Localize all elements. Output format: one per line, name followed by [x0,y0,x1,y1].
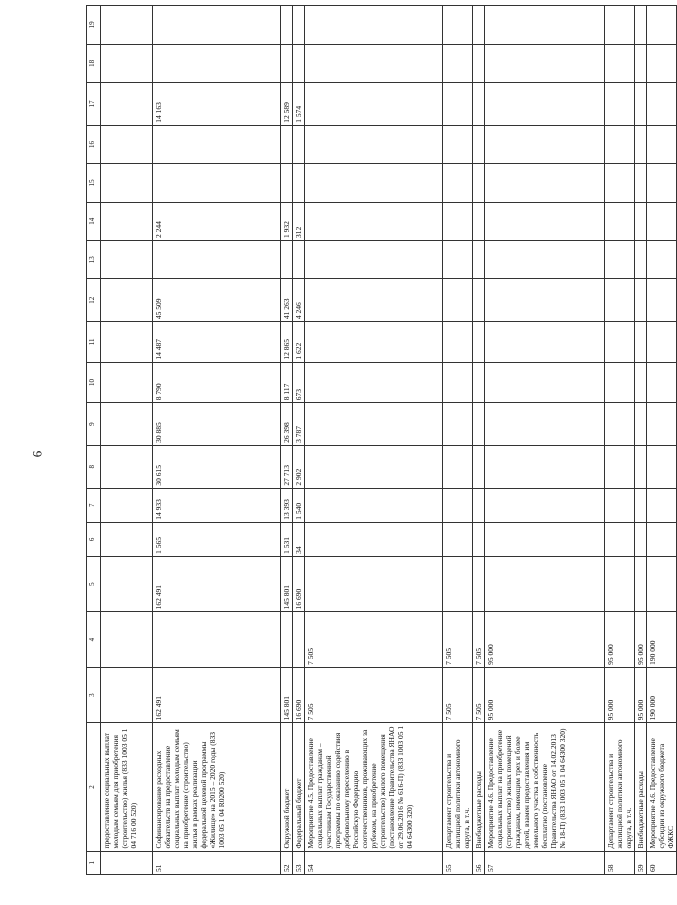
column-header: 2 [87,723,101,851]
value-cell [605,164,635,202]
row-number: 53 [293,851,305,874]
column-header: 3 [87,667,101,723]
value-cell [647,522,677,556]
value-cell [605,279,635,322]
value-cell [281,44,293,82]
value-cell [605,125,635,163]
value-cell [305,556,443,612]
value-cell [635,241,647,279]
value-cell [305,362,443,403]
value-cell [101,556,153,612]
value-cell: 3 787 [293,403,305,446]
column-header: 4 [87,612,101,668]
value-cell: 7 505 [305,667,443,723]
row-description: Мероприятие 4.6. Предоставление субсидии из окружного бюджета ФЖКС [647,723,677,851]
row-number: 51 [153,851,281,874]
value-cell: 41 263 [281,279,293,322]
column-header: 7 [87,488,101,522]
value-cell: 190 000 [647,667,677,723]
value-cell: 1 574 [293,83,305,126]
value-cell [443,6,473,45]
value-cell [485,44,605,82]
value-cell: 8 117 [281,362,293,403]
value-cell [647,322,677,363]
value-cell [305,488,443,522]
row-number: 55 [443,851,473,874]
value-cell [293,6,305,45]
value-cell: 95 000 [485,667,605,723]
value-cell: 7 505 [305,612,443,668]
table-row [473,6,485,875]
value-cell [605,488,635,522]
value-cell [281,241,293,279]
row-number: 57 [485,851,605,874]
value-cell [473,164,485,202]
value-cell [101,522,153,556]
value-cell [281,164,293,202]
row-number: 60 [647,851,677,874]
value-cell: 162 491 [153,556,281,612]
value-cell [305,83,443,126]
value-cell [153,44,281,82]
value-cell [647,125,677,163]
column-header: 8 [87,445,101,488]
value-cell [635,556,647,612]
value-cell [473,83,485,126]
value-cell [305,279,443,322]
value-cell [635,522,647,556]
value-cell [101,403,153,446]
value-cell [647,202,677,240]
value-cell [635,164,647,202]
value-cell [153,6,281,45]
value-cell: 1 622 [293,322,305,363]
value-cell [101,125,153,163]
value-cell [293,125,305,163]
value-cell [443,44,473,82]
value-cell: 145 801 [281,556,293,612]
value-cell [635,488,647,522]
value-cell [647,556,677,612]
value-cell [443,362,473,403]
value-cell [305,522,443,556]
value-cell [485,164,605,202]
value-cell [101,322,153,363]
value-cell [485,125,605,163]
table-row [485,6,605,875]
value-cell: 16 690 [293,556,305,612]
column-header: 1 [87,851,101,874]
value-cell [305,241,443,279]
row-number: 52 [281,851,293,874]
value-cell [473,125,485,163]
value-cell [443,202,473,240]
value-cell [443,403,473,446]
value-cell: 95 000 [485,612,605,668]
value-cell: 95 000 [605,667,635,723]
table-body [87,6,677,875]
row-number: 56 [473,851,485,874]
value-cell [485,556,605,612]
row-number: 58 [605,851,635,874]
value-cell: 7 505 [473,612,485,668]
value-cell [473,488,485,522]
value-cell: 7 505 [443,667,473,723]
table-row [443,6,473,875]
value-cell [647,241,677,279]
value-cell: 1 531 [281,522,293,556]
value-cell [101,362,153,403]
row-description: Мероприятие 4.5. Предоставление социальных выплат гражданам – участникам Государственной программы по оказанию содействия добровольному переселению в Российскую Федерацию соотечественников, проживающих за рубежом, на приобретение (строительство) жилого помещения (постановление Правительства ЯНАО от 29.06.2016 № 616-П) (833 1003 05 1 04 64300 320) [305,723,443,851]
value-cell: 14 933 [153,488,281,522]
row-number: 59 [635,851,647,874]
table-row [293,6,305,875]
column-header: 9 [87,403,101,446]
value-cell [635,202,647,240]
value-cell: 45 509 [153,279,281,322]
value-cell [605,362,635,403]
value-cell [485,488,605,522]
value-cell [635,403,647,446]
value-cell [635,83,647,126]
value-cell: 30 885 [153,403,281,446]
value-cell [473,202,485,240]
value-cell: 1 565 [153,522,281,556]
value-cell: 34 [293,522,305,556]
value-cell [153,125,281,163]
value-cell [293,241,305,279]
value-cell [293,44,305,82]
value-cell [101,445,153,488]
value-cell [305,125,443,163]
column-header: 12 [87,279,101,322]
value-cell [647,6,677,45]
value-cell [485,522,605,556]
value-cell [605,522,635,556]
value-cell: 190 000 [647,612,677,668]
value-cell [443,445,473,488]
value-cell [101,6,153,45]
value-cell: 1 540 [293,488,305,522]
value-cell: 95 000 [605,612,635,668]
value-cell [101,279,153,322]
value-cell [443,488,473,522]
value-cell [635,279,647,322]
value-cell [605,403,635,446]
value-cell [101,44,153,82]
table-row [605,6,635,875]
value-cell: 13 393 [281,488,293,522]
row-description: Федеральный бюджет [293,723,305,851]
value-cell [443,125,473,163]
value-cell: 12 865 [281,322,293,363]
value-cell: 4 246 [293,279,305,322]
value-cell: 27 713 [281,445,293,488]
value-cell: 162 491 [153,667,281,723]
value-cell [485,362,605,403]
value-cell [485,322,605,363]
value-cell [473,445,485,488]
value-cell [485,241,605,279]
value-cell [281,6,293,45]
value-cell [305,322,443,363]
value-cell [281,612,293,668]
value-cell [101,667,153,723]
value-cell [635,362,647,403]
column-header: 14 [87,202,101,240]
value-cell [485,6,605,45]
row-description: Департамент строительства и жилищной политики автономного округа, в т.ч. [443,723,473,851]
value-cell: 16 690 [293,667,305,723]
value-cell [647,83,677,126]
table-row [101,6,153,875]
value-cell: 2 902 [293,445,305,488]
value-cell [605,322,635,363]
value-cell [153,612,281,668]
value-cell: 30 615 [153,445,281,488]
column-header: 16 [87,125,101,163]
value-cell: 1 932 [281,202,293,240]
value-cell [293,164,305,202]
table-row [281,6,293,875]
value-cell [647,44,677,82]
value-cell [305,164,443,202]
column-header: 11 [87,322,101,363]
value-cell [101,83,153,126]
value-cell [305,403,443,446]
row-description: Департамент строительства и жилищной политики автономного округа, в т.ч. [605,723,635,851]
value-cell [443,241,473,279]
value-cell [101,164,153,202]
value-cell [443,322,473,363]
value-cell [635,6,647,45]
value-cell [485,83,605,126]
column-header: 5 [87,556,101,612]
column-header: 13 [87,241,101,279]
row-description: Внебюджетные расходы [473,723,485,851]
value-cell [647,445,677,488]
row-number [101,851,153,874]
row-description: Софинансирование расходных обязательств на предоставление социальных выплат молодым семьям на приобретение (строительство) жилья в рамках реализации федеральной целевой программы «Жилище» на 2015 – 2020 годы (833 1003 05 1 04 R0200 520) [153,723,281,851]
value-cell [605,83,635,126]
value-cell: 7 505 [473,667,485,723]
value-cell: 673 [293,362,305,403]
value-cell [647,488,677,522]
row-description: Внебюджетные расходы [635,723,647,851]
table-row [153,6,281,875]
value-cell [101,612,153,668]
value-cell [281,125,293,163]
row-description: Окружной бюджет [281,723,293,851]
table-row [647,6,677,875]
value-cell [647,279,677,322]
table-row [305,6,443,875]
value-cell [647,362,677,403]
value-cell [473,241,485,279]
row-description: Мероприятие 4.6. Предоставление социальных выплат на приобретение (строительство) жилых помещений гражданам, имеющим трех и более детей, взамен предоставления им земельного участка в собственность бесплатно (постановление Правительства ЯНАО от 14.02.2013 № 18-П) (833 1003 05 1 04 64300 320) [485,723,605,851]
value-cell [485,279,605,322]
value-cell: 14 487 [153,322,281,363]
value-cell [473,44,485,82]
column-header: 18 [87,44,101,82]
value-cell: 312 [293,202,305,240]
value-cell [153,164,281,202]
value-cell [605,202,635,240]
header-row [87,6,101,875]
value-cell [635,445,647,488]
value-cell [485,202,605,240]
value-cell [101,241,153,279]
value-cell [473,6,485,45]
value-cell: 2 244 [153,202,281,240]
value-cell [473,556,485,612]
value-cell: 8 790 [153,362,281,403]
column-header: 19 [87,6,101,45]
value-cell: 12 589 [281,83,293,126]
value-cell [443,522,473,556]
value-cell [635,322,647,363]
value-cell [605,6,635,45]
value-cell [305,6,443,45]
value-cell [305,445,443,488]
value-cell [605,241,635,279]
value-cell: 26 398 [281,403,293,446]
value-cell [305,44,443,82]
value-cell [473,322,485,363]
value-cell [605,556,635,612]
value-cell [473,362,485,403]
column-header: 15 [87,164,101,202]
table-row [635,6,647,875]
row-description: предоставление социальных выплат молодым семьям для приобретения (строительство) жилья (833 1003 05 1 04 716 00 520) [101,723,153,851]
value-cell [605,44,635,82]
value-cell [293,612,305,668]
value-cell [485,403,605,446]
value-cell [485,445,605,488]
value-cell [101,488,153,522]
column-header: 17 [87,83,101,126]
value-cell [101,202,153,240]
value-cell [443,279,473,322]
value-cell [443,83,473,126]
value-cell: 7 505 [443,612,473,668]
value-cell: 95 000 [635,612,647,668]
value-cell: 145 801 [281,667,293,723]
page-number: 6 [29,450,45,458]
budget-table-sheet [86,5,675,875]
value-cell [473,279,485,322]
row-number: 54 [305,851,443,874]
value-cell [635,125,647,163]
value-cell [605,445,635,488]
column-header: 6 [87,522,101,556]
value-cell [635,44,647,82]
value-cell [647,164,677,202]
value-cell: 14 163 [153,83,281,126]
budget-table [86,5,677,875]
value-cell [305,202,443,240]
value-cell [443,164,473,202]
value-cell [473,403,485,446]
value-cell [473,522,485,556]
column-header: 10 [87,362,101,403]
value-cell [647,403,677,446]
value-cell [153,241,281,279]
value-cell: 95 000 [635,667,647,723]
value-cell [443,556,473,612]
